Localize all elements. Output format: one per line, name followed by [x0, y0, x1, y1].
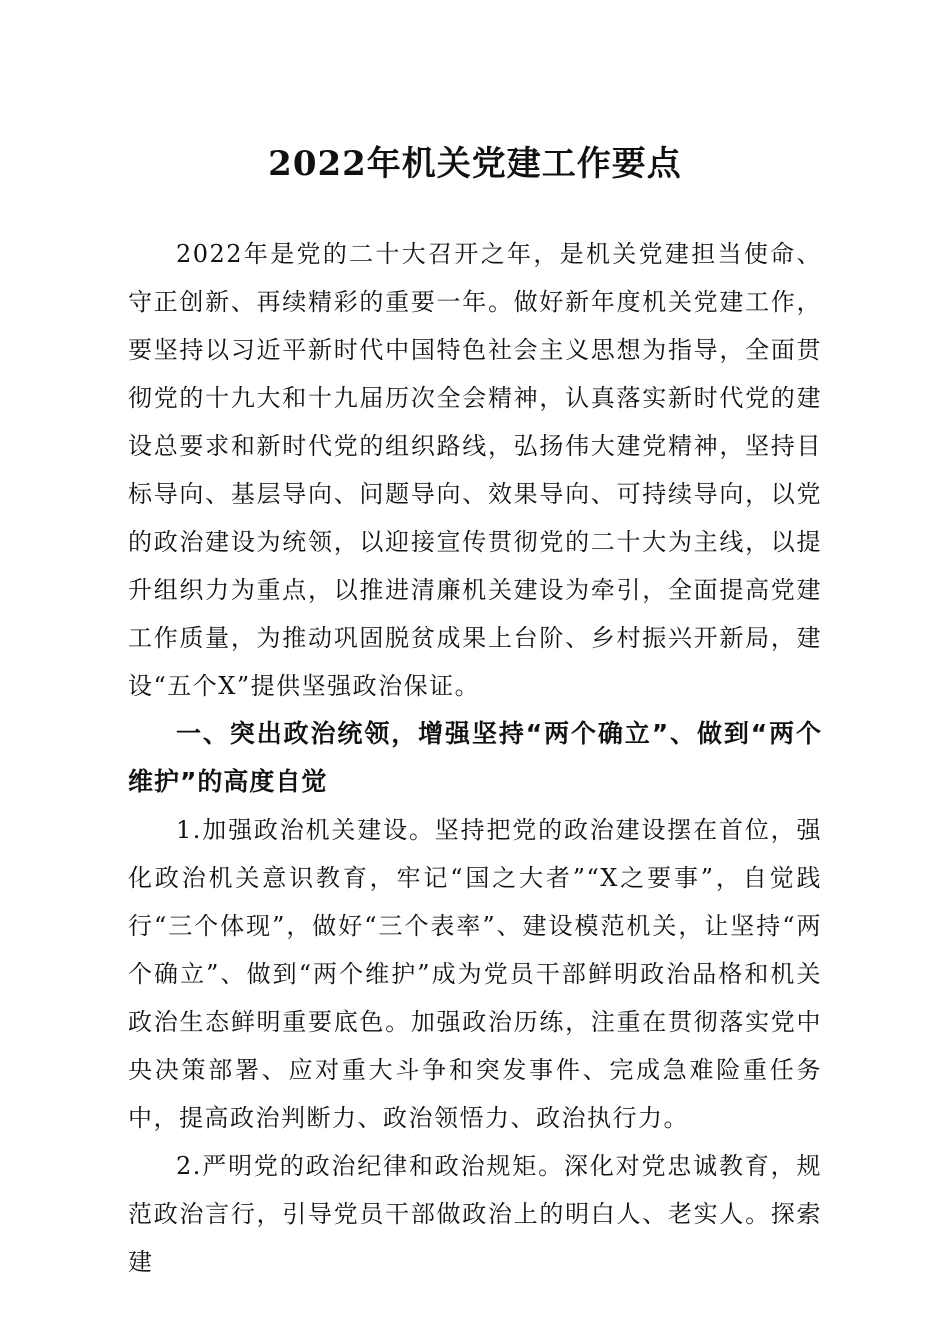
document-title: 2022年机关党建工作要点	[268, 144, 682, 184]
item-paragraph-1: 1.加强政治机关建设。坚持把党的政治建设摆在首位，强化政治机关意识教育，牢记“国之大者”“X之要事”，自觉践行“三个体现”，做好“三个表率”、建设模范机关，让坚持“两个确立”、做到“两个维护”成为党员干部鲜明政治品格和机关政治生态鲜明重要底色。加强政治历练，注重在贯彻落实党中央决策部署、应对重大斗争和突发事件、完成急难险重任务中，提高政治判断力、政治领悟力、政治执行力。	[128, 816, 822, 1132]
intro-paragraph: 2022年是党的二十大召开之年，是机关党建担当使命、守正创新、再续精彩的重要一年。做好新年度机关党建工作，要坚持以习近平新时代中国特色社会主义思想为指导，全面贯彻党的十九大和十九届历次全会精神，认真落实新时代党的建设总要求和新时代党的组织路线，弘扬伟大建党精神，坚持目标导向、基层导向、问题导向、效果导向、可持续导向，以党的政治建设为统领，以迎接宣传贯彻党的二十大为主线，以提升组织力为重点，以推进清廉机关建设为牵引，全面提高党建工作质量，为推动巩固脱贫成果上台阶、乡村振兴开新局，建设“五个X”提供坚强政治保证。	[128, 240, 822, 700]
section-heading-1: 一、突出政治统领，增强坚持“两个确立”、做到“两个维护”的高度自觉	[128, 719, 822, 796]
item-paragraph-2: 2.严明党的政治纪律和政治规矩。深化对党忠诚教育，规范政治言行，引导党员干部做政治上的明白人、老实人。探索建	[128, 1152, 822, 1276]
document-body	[128, 230, 822, 1286]
